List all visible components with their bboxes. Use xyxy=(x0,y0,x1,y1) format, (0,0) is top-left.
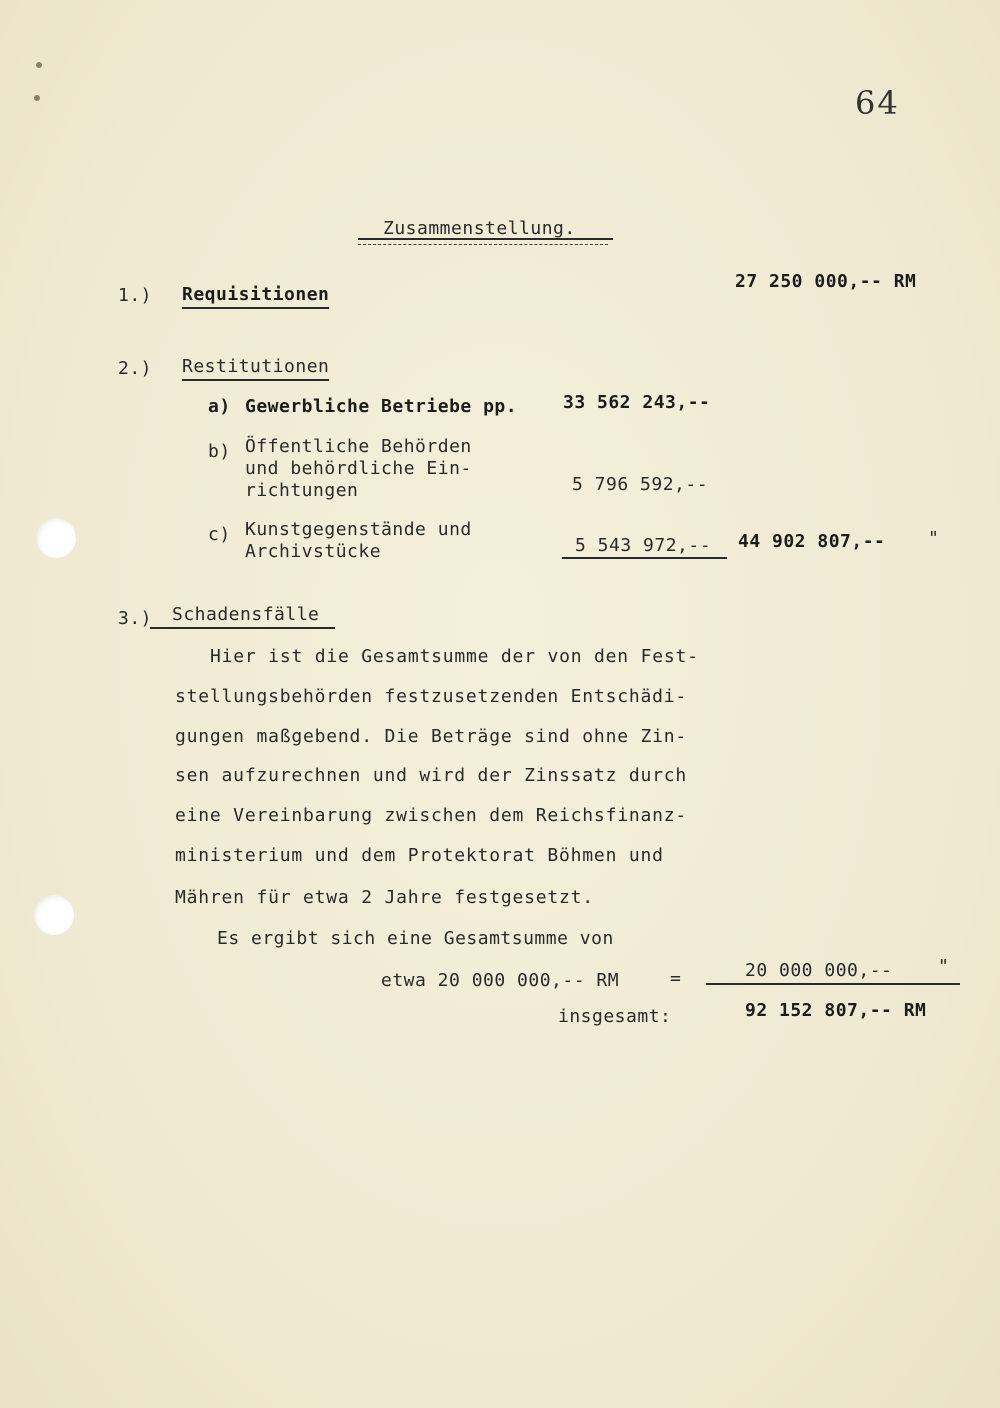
item-3-amount: 20 000 000,-- xyxy=(745,960,893,981)
grand-total-label: insgesamt: xyxy=(558,1006,672,1027)
item-2b-line-3: richtungen xyxy=(245,480,359,501)
item-2a-text: Gewerbliche Betriebe pp. xyxy=(245,396,518,417)
item-2b-line-1: Öffentliche Behörden xyxy=(245,436,472,457)
paper-mark xyxy=(36,62,42,68)
item-2b-line-2: und behördliche Ein- xyxy=(245,458,472,479)
item-1-number: 1.) xyxy=(118,285,153,306)
item-2a-amount: 33 562 243,-- xyxy=(563,392,711,413)
equals-sign: = xyxy=(670,968,682,989)
paragraph-line: sen aufzurechnen und wird der Zinssatz durch xyxy=(175,765,688,786)
paragraph-line: ministerium und dem Protektorat Böhmen und xyxy=(175,845,664,866)
item-2-total: 44 902 807,-- xyxy=(738,531,886,552)
punch-hole xyxy=(36,518,76,558)
paragraph-line: Hier ist die Gesamtsumme der von den Fest- xyxy=(210,646,699,667)
item-2c-letter: c) xyxy=(208,524,231,545)
item-2c-line-2: Archivstücke xyxy=(245,541,382,562)
paragraph-line: eine Vereinbarung zwischen dem Reichsfinanz- xyxy=(175,805,688,826)
paragraph-line: Mähren für etwa 2 Jahre festgesetzt. xyxy=(175,887,594,908)
item-2b-amount: 5 796 592,-- xyxy=(572,474,709,495)
summary-line: Es ergibt sich eine Gesamtsumme von xyxy=(217,928,614,949)
paragraph-line: stellungsbehörden festzusetzenden Entschädi- xyxy=(175,686,688,707)
page-number: 64 xyxy=(855,84,900,122)
item-2c-line-1: Kunstgegenstände und xyxy=(245,519,472,540)
subtotal-rule xyxy=(562,557,727,559)
item-3-approx: etwa 20 000 000,-- RM xyxy=(381,970,620,991)
item-3-underline xyxy=(150,627,335,629)
item-2a-letter: a) xyxy=(208,396,231,417)
item-2-number: 2.) xyxy=(118,358,153,379)
paragraph-line: gungen maßgebend. Die Beträge sind ohne Zin- xyxy=(175,726,688,747)
item-3-label: Schadensfälle xyxy=(172,604,320,625)
item-2-label: Restitutionen xyxy=(182,356,329,381)
document-title: Zusammenstellung. xyxy=(383,218,576,239)
grand-total-amount: 92 152 807,-- RM xyxy=(745,1000,927,1021)
item-3-ditto: " xyxy=(938,956,950,977)
item-1-amount: 27 250 000,-- RM xyxy=(735,271,917,292)
item-2-ditto: " xyxy=(928,528,940,549)
total-rule xyxy=(706,983,960,985)
item-1-label: Requisitionen xyxy=(182,284,329,309)
title-double-underline xyxy=(358,244,608,245)
item-2b-letter: b) xyxy=(208,441,231,462)
item-3-number: 3.) xyxy=(118,608,153,629)
punch-hole xyxy=(34,895,74,935)
item-2c-amount: 5 543 972,-- xyxy=(575,535,712,556)
title-underline xyxy=(358,238,613,240)
paper-mark xyxy=(34,95,40,101)
